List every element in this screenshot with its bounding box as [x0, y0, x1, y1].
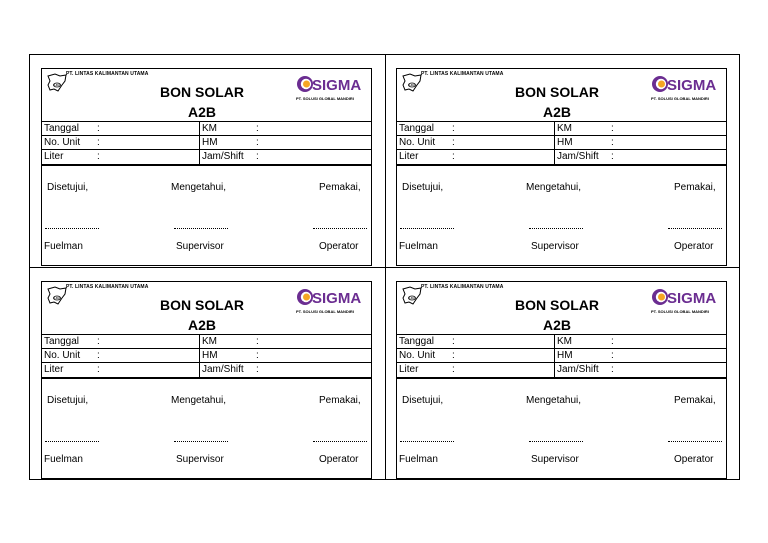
field-column-divider [554, 122, 555, 164]
signature-line-fuelman [45, 440, 99, 442]
field-colon: : [97, 364, 100, 375]
signature-line-operator [668, 440, 722, 442]
approved-label: Disetujui, [47, 182, 89, 193]
voucher-title: BON SOLAR [515, 84, 599, 100]
fuel-voucher-card [41, 281, 372, 479]
field-colon: : [611, 364, 614, 375]
field-colon: : [256, 350, 259, 361]
voucher-title: BON SOLAR [515, 297, 599, 313]
sigma-logo-icon [296, 286, 362, 308]
field-row [42, 363, 371, 377]
field-row [42, 335, 371, 349]
approved-label: Disetujui, [47, 395, 89, 406]
role-fuelman: Fuelman [399, 454, 438, 465]
field-colon: : [452, 123, 455, 134]
field-label: No. Unit [399, 350, 436, 361]
signature-line-fuelman [45, 227, 99, 229]
section-divider [397, 164, 726, 166]
user-label: Pemakai, [674, 395, 716, 406]
role-supervisor: Supervisor [531, 241, 579, 252]
signature-line-operator [313, 227, 367, 229]
field-colon: : [452, 137, 455, 148]
voucher-title: BON SOLAR [160, 297, 244, 313]
logo-wordmark: SIGMA [312, 77, 362, 94]
field-label: KM [202, 336, 217, 347]
field-label: Liter [399, 151, 419, 162]
user-label: Pemakai, [319, 182, 361, 193]
sigma-logo-icon [651, 73, 717, 95]
acknowledged-label: Mengetahui, [526, 182, 582, 193]
kalimantan-map-logo-icon [46, 286, 68, 306]
horizontal-cut-line [30, 267, 739, 268]
field-label: HM [202, 137, 218, 148]
field-colon: : [452, 151, 455, 162]
field-label: HM [557, 350, 573, 361]
field-colon: : [452, 336, 455, 347]
field-label: No. Unit [44, 137, 81, 148]
field-colon: : [611, 151, 614, 162]
field-row [397, 363, 726, 377]
signature-line-supervisor [174, 227, 228, 229]
field-label: Tanggal [44, 123, 80, 134]
field-label: Tanggal [399, 336, 435, 347]
svg-text:LKU: LKU [54, 297, 60, 301]
field-colon: : [97, 336, 100, 347]
role-supervisor: Supervisor [531, 454, 579, 465]
logo-wordmark: SIGMA [312, 290, 362, 307]
field-colon: : [256, 364, 259, 375]
field-row [42, 136, 371, 150]
fuel-voucher-card [396, 68, 727, 266]
kalimantan-map-logo-icon [401, 73, 423, 93]
field-row [397, 349, 726, 363]
role-operator: Operator [319, 454, 359, 465]
left-company-name: PT. LINTAS KALIMANTAN UTAMA [421, 284, 504, 290]
field-label: KM [557, 123, 572, 134]
section-divider [397, 377, 726, 379]
logo-company-name: PT. SOLUSI GLOBAL MANDIRI [651, 309, 709, 314]
field-label: No. Unit [44, 350, 81, 361]
signature-line-supervisor [174, 440, 228, 442]
field-label: Liter [44, 151, 64, 162]
signature-line-operator [668, 227, 722, 229]
field-label: Jam/Shift [557, 151, 599, 162]
voucher-header [397, 69, 726, 122]
user-label: Pemakai, [319, 395, 361, 406]
field-label: Jam/Shift [202, 364, 244, 375]
signature-line-fuelman [400, 227, 454, 229]
field-label: Jam/Shift [557, 364, 599, 375]
voucher-header [397, 282, 726, 335]
role-supervisor: Supervisor [176, 241, 224, 252]
logo-company-name: PT. SOLUSI GLOBAL MANDIRI [296, 309, 354, 314]
signature-line-operator [313, 440, 367, 442]
svg-text:LKU: LKU [409, 297, 415, 301]
field-row [42, 349, 371, 363]
field-label: KM [202, 123, 217, 134]
field-colon: : [452, 350, 455, 361]
field-row [397, 122, 726, 136]
sigma-logo-icon [651, 286, 717, 308]
section-divider [42, 377, 371, 379]
voucher-subtitle: A2B [542, 104, 571, 120]
role-operator: Operator [319, 241, 359, 252]
left-company-name: PT. LINTAS KALIMANTAN UTAMA [66, 71, 149, 77]
voucher-title: BON SOLAR [160, 84, 244, 100]
field-label: HM [557, 137, 573, 148]
role-fuelman: Fuelman [44, 241, 83, 252]
field-row [397, 335, 726, 349]
left-company-name: PT. LINTAS KALIMANTAN UTAMA [421, 71, 504, 77]
logo-wordmark: SIGMA [667, 77, 717, 94]
logo-company-name: PT. SOLUSI GLOBAL MANDIRI [296, 96, 354, 101]
field-column-divider [554, 335, 555, 377]
role-fuelman: Fuelman [44, 454, 83, 465]
field-label: Tanggal [399, 123, 435, 134]
signature-line-fuelman [400, 440, 454, 442]
field-colon: : [256, 123, 259, 134]
field-colon: : [256, 336, 259, 347]
logo-company-name: PT. SOLUSI GLOBAL MANDIRI [651, 96, 709, 101]
field-label: Jam/Shift [202, 151, 244, 162]
sigma-logo-icon [296, 73, 362, 95]
field-colon: : [256, 151, 259, 162]
logo-wordmark: SIGMA [667, 290, 717, 307]
fuel-voucher-card [396, 281, 727, 479]
approved-label: Disetujui, [402, 182, 444, 193]
left-company-name: PT. LINTAS KALIMANTAN UTAMA [66, 284, 149, 290]
voucher-subtitle: A2B [187, 317, 216, 333]
signature-line-supervisor [529, 440, 583, 442]
signature-line-supervisor [529, 227, 583, 229]
svg-text:LKU: LKU [54, 84, 60, 88]
role-fuelman: Fuelman [399, 241, 438, 252]
section-divider [42, 164, 371, 166]
field-colon: : [611, 123, 614, 134]
role-operator: Operator [674, 454, 714, 465]
field-label: No. Unit [399, 137, 436, 148]
field-colon: : [611, 137, 614, 148]
acknowledged-label: Mengetahui, [171, 395, 227, 406]
svg-text:LKU: LKU [409, 84, 415, 88]
voucher-header [42, 282, 371, 335]
field-colon: : [611, 350, 614, 361]
field-label: HM [202, 350, 218, 361]
field-label: KM [557, 336, 572, 347]
field-row [42, 150, 371, 164]
voucher-subtitle: A2B [542, 317, 571, 333]
field-row [397, 150, 726, 164]
field-label: Tanggal [44, 336, 80, 347]
role-operator: Operator [674, 241, 714, 252]
field-colon: : [97, 350, 100, 361]
kalimantan-map-logo-icon [46, 73, 68, 93]
approved-label: Disetujui, [402, 395, 444, 406]
field-colon: : [452, 364, 455, 375]
fuel-voucher-card [41, 68, 372, 266]
field-label: Liter [44, 364, 64, 375]
field-column-divider [199, 335, 200, 377]
acknowledged-label: Mengetahui, [526, 395, 582, 406]
field-colon: : [611, 336, 614, 347]
role-supervisor: Supervisor [176, 454, 224, 465]
field-colon: : [97, 123, 100, 134]
field-label: Liter [399, 364, 419, 375]
voucher-header [42, 69, 371, 122]
acknowledged-label: Mengetahui, [171, 182, 227, 193]
kalimantan-map-logo-icon [401, 286, 423, 306]
field-colon: : [97, 151, 100, 162]
field-colon: : [256, 137, 259, 148]
field-row [397, 136, 726, 150]
field-row [42, 122, 371, 136]
field-colon: : [97, 137, 100, 148]
user-label: Pemakai, [674, 182, 716, 193]
field-column-divider [199, 122, 200, 164]
voucher-subtitle: A2B [187, 104, 216, 120]
